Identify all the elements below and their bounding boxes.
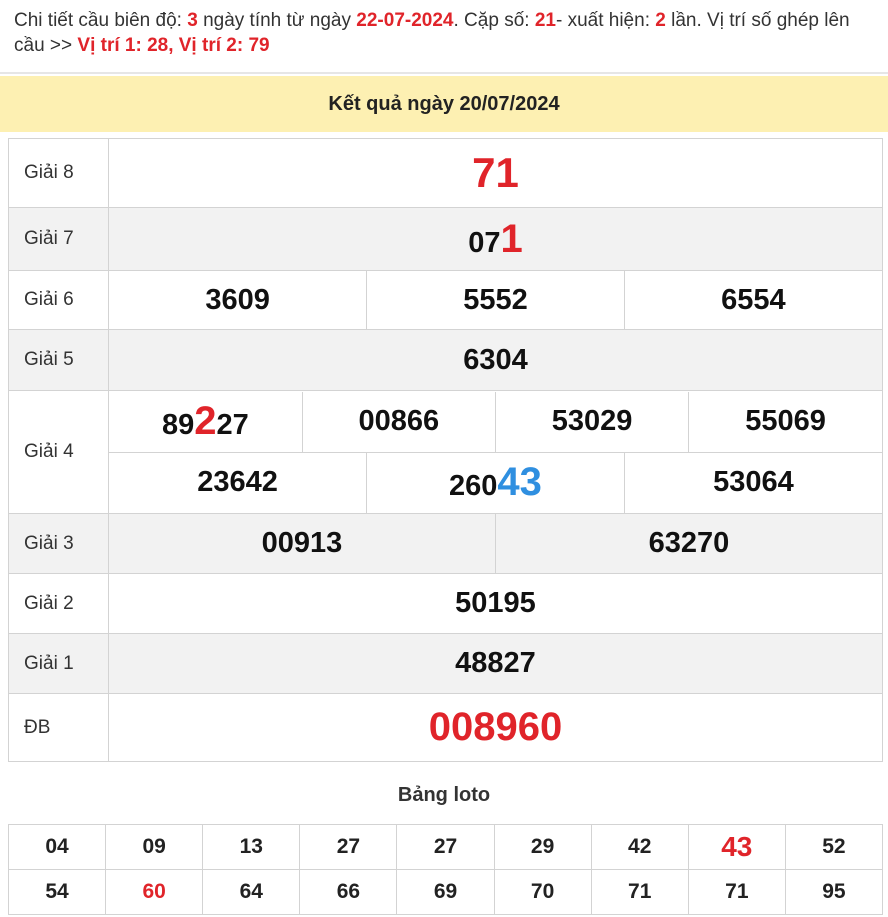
g4-number: 23642 bbox=[197, 466, 278, 498]
g3-number: 63270 bbox=[648, 527, 730, 559]
g6-number: 3609 bbox=[205, 283, 270, 316]
g7-number-highlight: 1 bbox=[500, 216, 523, 261]
prize-row-g3 bbox=[9, 514, 883, 574]
g4-number: 55069 bbox=[745, 405, 826, 437]
loto-cell: 95 bbox=[785, 870, 882, 915]
g6-number: 6554 bbox=[721, 283, 786, 316]
loto-cell: 64 bbox=[203, 870, 300, 915]
loto-cell: 27 bbox=[300, 825, 397, 870]
prize-label: Giải 3 bbox=[9, 514, 109, 574]
loto-cell: 27 bbox=[397, 825, 494, 870]
prize-label: Giải 8 bbox=[9, 139, 109, 208]
prize-value bbox=[109, 694, 883, 762]
loto-cell: 52 bbox=[785, 825, 882, 870]
prize-label: Giải 1 bbox=[9, 634, 109, 694]
loto-table bbox=[8, 824, 883, 915]
loto-cell: 54 bbox=[9, 870, 106, 915]
prize-value bbox=[109, 330, 883, 391]
intro-text-5: lần. Vị trí số ghép lên cầu >> bbox=[14, 10, 850, 56]
results-table bbox=[8, 138, 883, 762]
pair-value: 21 bbox=[534, 10, 556, 31]
g6-number: 5552 bbox=[463, 283, 528, 316]
loto-cell: 13 bbox=[203, 825, 300, 870]
prize-value-group bbox=[109, 514, 883, 574]
prize-row-g8 bbox=[9, 139, 883, 208]
intro-text-4: - xuất hiện: bbox=[555, 10, 656, 31]
prize-value bbox=[109, 574, 883, 634]
prize-row-g4 bbox=[9, 391, 883, 514]
g2-number: 50195 bbox=[455, 587, 536, 619]
prize-row-g7 bbox=[9, 208, 883, 271]
g4-number-suffix: 27 bbox=[216, 409, 249, 441]
g4-number-highlight: 43 bbox=[497, 460, 542, 504]
g5-number: 6304 bbox=[463, 343, 528, 376]
g4-number: 53064 bbox=[713, 466, 794, 498]
g4-number: 53029 bbox=[551, 405, 633, 437]
span-days-value: 3 bbox=[187, 10, 198, 31]
result-date-header: Kết quả ngày 20/07/2024 bbox=[0, 76, 888, 132]
intro-text-3: . Cặp số: bbox=[453, 10, 535, 31]
g4-number: 00866 bbox=[358, 405, 440, 437]
prize-row-db bbox=[9, 694, 883, 762]
prize-value bbox=[109, 139, 883, 208]
prize-row-g6 bbox=[9, 271, 883, 330]
cau-summary-text bbox=[14, 8, 876, 58]
divider bbox=[0, 72, 888, 74]
prize-label: Giải 2 bbox=[9, 574, 109, 634]
intro-text-1: Chi tiết cầu biên độ: bbox=[14, 10, 188, 31]
intro-text-2: ngày tính từ ngày bbox=[197, 10, 357, 31]
loto-cell-highlight: 43 bbox=[688, 825, 785, 870]
loto-table-title: Bảng loto bbox=[397, 784, 491, 806]
loto-cell: 04 bbox=[9, 825, 106, 870]
prize-label: Giải 7 bbox=[9, 208, 109, 271]
loto-cell: 66 bbox=[300, 870, 397, 915]
g1-number: 48827 bbox=[455, 647, 536, 679]
g3-number: 00913 bbox=[261, 527, 343, 559]
loto-cell: 71 bbox=[591, 870, 688, 915]
positions-value: Vị trí 1: 28, Vị trí 2: 79 bbox=[77, 35, 270, 56]
g7-number-prefix: 07 bbox=[468, 226, 501, 259]
loto-cell: 09 bbox=[106, 825, 203, 870]
loto-row bbox=[9, 870, 883, 915]
prize-label: Giải 5 bbox=[9, 330, 109, 391]
g4-number-prefix: 89 bbox=[161, 409, 195, 441]
prize-value bbox=[109, 208, 883, 271]
loto-cell-highlight: 60 bbox=[106, 870, 203, 915]
g8-number: 71 bbox=[472, 149, 519, 196]
loto-row bbox=[9, 825, 883, 870]
loto-cell: 29 bbox=[494, 825, 591, 870]
prize-value-group bbox=[109, 271, 883, 330]
prize-label: Giải 6 bbox=[9, 271, 109, 330]
loto-cell: 42 bbox=[591, 825, 688, 870]
prize-row-g2 bbox=[9, 574, 883, 634]
prize-value-group bbox=[109, 391, 883, 514]
prize-row-g5 bbox=[9, 330, 883, 391]
prize-row-g1 bbox=[9, 634, 883, 694]
loto-cell: 71 bbox=[688, 870, 785, 915]
prize-label: Giải 4 bbox=[9, 391, 109, 514]
start-date-value: 22-07-2024 bbox=[356, 10, 454, 31]
prize-label: ĐB bbox=[9, 694, 109, 762]
loto-cell: 70 bbox=[494, 870, 591, 915]
prize-value bbox=[109, 634, 883, 694]
loto-cell: 69 bbox=[397, 870, 494, 915]
appear-count-value: 2 bbox=[655, 10, 666, 31]
g4-number-prefix: 260 bbox=[449, 470, 498, 502]
g4-number-highlight: 2 bbox=[194, 399, 217, 443]
special-prize-number: 008960 bbox=[428, 705, 563, 749]
